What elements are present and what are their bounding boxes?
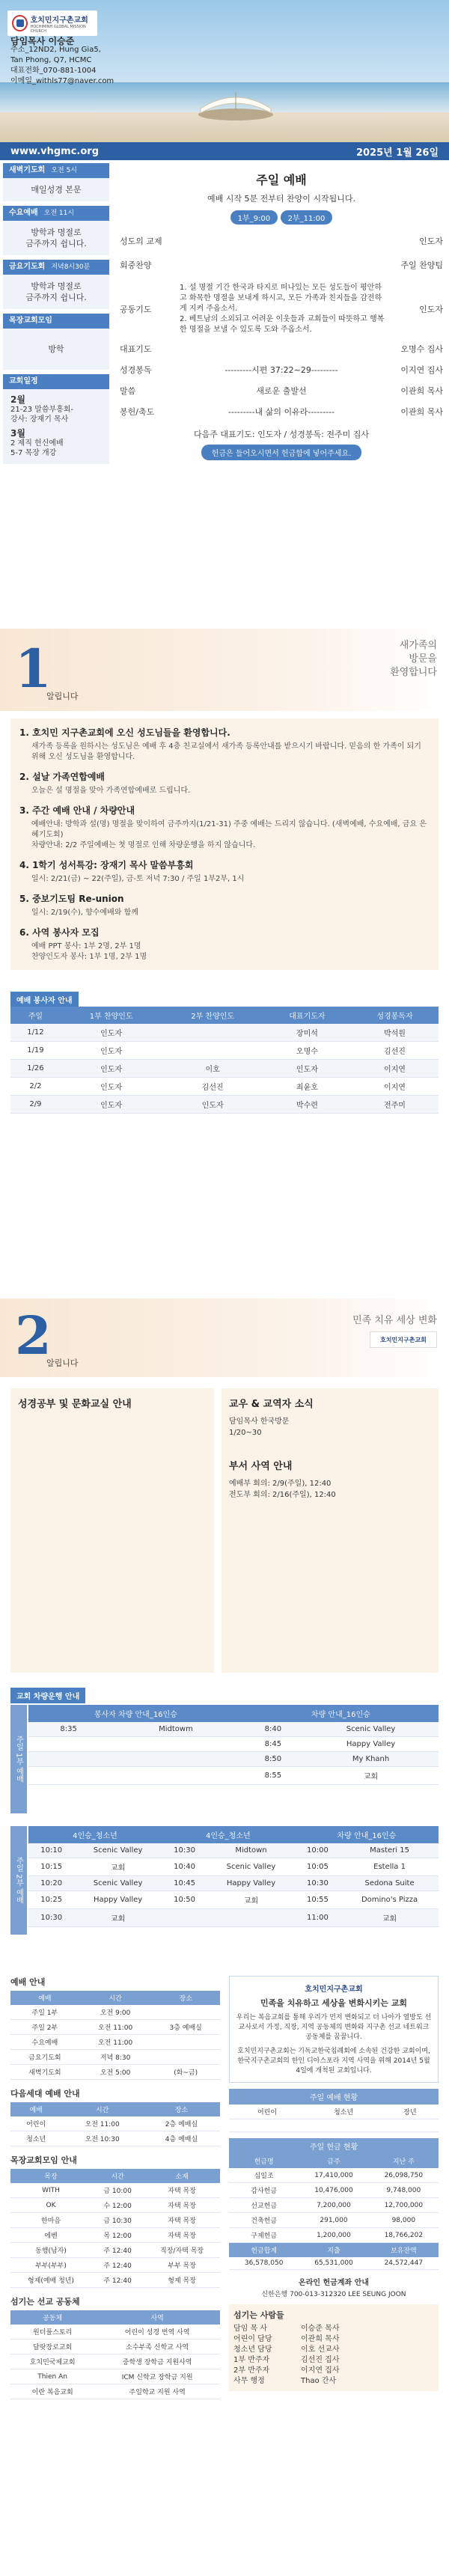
table-row: WITH 금 10:00 자택 목장 (10, 2183, 220, 2198)
announce-item: 6. 사역 봉사자 모집 예배 PPT 봉사: 1부 2명, 2부 1명 찬양인도자 봉사: 1부 1명, 2부 1명 (19, 927, 147, 961)
table-row (229, 2119, 439, 2132)
service-rows (114, 225, 449, 422)
bible-image (195, 71, 277, 123)
volunteer-title: 예배 봉사자 안내 (10, 992, 79, 1007)
bulletin-date: 2025년 1월 26일 (355, 147, 439, 159)
table-row: 2/2 인도자 김선진 최윤호 이지연 (10, 1078, 439, 1096)
news-body: 담임목사 한국방문 1/20~30 (229, 1417, 290, 1437)
service-title: 주일 예배 (256, 173, 307, 187)
footer-left (10, 1976, 220, 2399)
table-row: 10:25 Happy Valley 10:50 교회 10:55 Domino's Pizza (28, 1891, 439, 1909)
table-row: 8:50 My Khanh (28, 1752, 439, 1767)
table-row: 10:10 Scenic Valley 10:30 Midtown 10:00 Masteri 15 (28, 1843, 439, 1858)
table-row: 8:55 교회 (28, 1767, 439, 1785)
sidebar-title: 수요예배 오전 11시 (3, 206, 109, 221)
section2-tagline: 민족 치유 세상 변화 (352, 1315, 437, 1326)
table-row: 10:20 Scenic Valley 10:45 Happy Valley 10:30 Sedona Suite (28, 1876, 439, 1891)
bus-table-2 (28, 1826, 439, 1927)
staff-row: 담임 목 사 이승준 목사 (233, 2325, 340, 2333)
section1-number: 1 (15, 638, 52, 700)
table-row: 2/9 인도자 인도자 박수련 전주미 (10, 1096, 439, 1114)
table-row: 8:35 Midtowm 8:40 Scenic Valley (28, 1722, 439, 1737)
cell-title: 목장교회모임 안내 (10, 2155, 77, 2165)
table-row: 청소년 오전 10:30 4층 예배실 (10, 2131, 220, 2146)
intro-text: 우리는 복음교회를 통해 우리가 먼저 변화되고 더 나아가 열방도 선교사로서 가정, 직장, 지역 공동체의 변화와 지구촌 선교 네트워크 공동체를 꿈꿉니다. (236, 2014, 432, 2041)
table-row: 달랏장로교회 소수부족 신학교 사역 (10, 2340, 220, 2354)
volunteer-head-row: 주일 1부 찬양인도 2부 찬양인도 대표기도자 성경봉독자 (10, 1007, 439, 1024)
bus-title: 교회 차량운행 안내 (10, 1688, 85, 1703)
table-row: 주일 1부 오전 9:00 (10, 2005, 220, 2020)
staff-row: 2부 반주자 이지연 집사 (233, 2366, 340, 2375)
section2-header (0, 1298, 449, 1377)
church-logo[interactable] (7, 10, 97, 36)
volunteer-title-wrap (10, 992, 79, 1007)
table-row: 주일 2부 오전 11:00 3층 예배실 (10, 2020, 220, 2035)
intro-text-2: 호치민지구촌교회는 기독교한국침례회에 소속된 건강한 교회이며, 한국지구촌교회의 한인 디아스포라 지역 사역을 위해 2014년 5월 4일에 개척된 교회입니다. (237, 2048, 430, 2075)
staff-title: 섬기는 사람들 (233, 2310, 284, 2320)
table-row: 어린이 청소년 장년 (229, 2105, 439, 2119)
attendance-table (229, 2105, 439, 2132)
table-row: 10:30 교회 11:00 교회 (28, 1909, 439, 1927)
sidebar-body: 방학 (3, 329, 109, 370)
table-row: 8:45 Happy Valley (28, 1737, 439, 1752)
website-link[interactable]: www.vhgmc.org (10, 145, 100, 157)
attendance-title: 주일 예배 현황 (229, 2089, 439, 2105)
announce-item: 4. 1학기 성서특강: 장재기 목사 말씀부흥회 일시: 2/21(금) ~ 22(주일), 금-토 저녁 7:30 / 주일 1부2부, 1시 (19, 860, 245, 883)
offering-notice: 헌금은 들어오시면서 헌금함에 넣어주세요. (201, 445, 362, 460)
table-row: 1/19 인도자 오명수 김선진 (10, 1042, 439, 1060)
bus-head-row: 봉사자 차량 안내_16인승 차량 안내_16인승 (28, 1705, 439, 1722)
staff-row: 1부 반주자 김선진 집사 (233, 2356, 340, 2364)
finance-sum-row: 36,578,050 65,531,000 24,572,447 (229, 2257, 439, 2270)
email-line: 이메일_withls77@naver.com (10, 77, 114, 85)
footer-right (229, 1976, 439, 2391)
address-line: 주소_12ND2, Hung Gia5, (10, 46, 101, 54)
cell-table (10, 2169, 220, 2288)
phone-line: 대표전화_070-881-1004 (10, 67, 97, 75)
offering-notice-wrap (114, 445, 449, 460)
date-bar (0, 142, 449, 160)
section2-logo: 호치민지구촌교회 (370, 1331, 437, 1348)
service-row: 대표기도 오명수 집사 (120, 344, 443, 354)
finance-sum-head: 헌금합계 지출 보유잔액 (229, 2243, 439, 2258)
table-row: 1/12 인도자 장미석 박석원 (10, 1024, 439, 1042)
service-time-pill: 1부_9:00 (230, 210, 278, 225)
table-row: 어린이 오전 11:00 2층 예배실 (10, 2116, 220, 2131)
sidebar-title: 새벽기도회 오전 5시 (3, 163, 109, 178)
bus-table-1 (28, 1705, 439, 1785)
announce-item: 3. 주간 예배 안내 / 차량안내 예배안내: 방학과 설(명) 명절을 맞이하여 금주까지(1/21-31) 주중 예배는 드리지 않습니다. (새벽예배, 수요예배, 금요 은혜기도회) 차량안내: 2/2 주일예배는 첫 명절로 인해 차량운행을 하지 않습니다. (19, 805, 427, 849)
table-row: Thien An ICM 신학교 장학금 지원 (10, 2369, 220, 2384)
finance-table (229, 2154, 439, 2270)
section1-label: 알립니다 (46, 692, 79, 701)
table-row: 동행(남자) 주 12:40 직장/자택 목장 (10, 2243, 220, 2258)
sidebar-body: 방학과 명절로 금주까지 쉽니다. (3, 275, 109, 309)
staff-row: 어린이 담당 이관희 목사 (233, 2335, 340, 2343)
service-times (114, 210, 449, 225)
table-row: 형제(예배 청년) 주 12:40 형제 목장 (10, 2273, 220, 2288)
sidebar-body: 매일성경 본문 (3, 178, 109, 201)
service-row: 성도의 교제 인도자 (120, 236, 443, 246)
table-row: 수요예배 오전 11:00 (10, 2035, 220, 2050)
sidebar-title: 교회일정 (3, 374, 109, 389)
church-intro-box (229, 1976, 439, 2083)
service-row: 성경봉독 ---------시편 37:22~29--------- 이지연 집사 (120, 365, 443, 375)
study-box (10, 1388, 214, 1673)
announce-item: 5. 중보기도팀 Re-union 일시: 2/19(수), 향수예배와 함께 (19, 894, 138, 917)
volunteer-table (10, 1007, 439, 1114)
news-title: 교우 & 교역자 소식 (229, 1399, 314, 1410)
intro-title: 민족을 치유하고 세상을 변화시키는 교회 (260, 1998, 407, 2008)
logo-sub: HOCHIMINH GLOBAL MISSION CHURCH (30, 24, 86, 34)
table-row: 선교헌금 7,200,000 12,700,000 (229, 2198, 439, 2213)
table-row: OK 수 12:00 자택 목장 (10, 2198, 220, 2213)
bank-account: 신한은행 700-013-312320 LEE SEUNG JOON (261, 2291, 406, 2298)
news-box (222, 1388, 439, 1673)
table-row: 구제헌금 1,200,000 18,766,202 (229, 2228, 439, 2243)
announcements (10, 718, 439, 970)
service-notice: 예배 시작 5분 전부터 찬양이 시작됩니다. (207, 194, 355, 204)
bank-title: 온라인 헌금계좌 안내 (299, 2279, 369, 2287)
finance-title: 주일 헌금 현황 (229, 2138, 439, 2154)
service-row: 공동기도 1. 설 명절 기간 한국과 타지로 떠나있는 모든 성도들이 평안하고 화목한 명절을 보내게 하시고, 모든 가족과 친지들을 감전하게 지켜 주옵소서. 2. 베트남의 소외되고 어려운 이웃들과 교회들이 따뜻하고 행복한 명절을 보낼 수 있도록 도와 주옵소서. 인도자 (120, 284, 443, 334)
section1-welcome: 새가족의 방문을 환영합니다 (390, 640, 437, 678)
next-gen-head: 예배 시간 장소 (10, 2102, 220, 2116)
bus-sub-1: 주일 1부 예배 (10, 1705, 27, 1813)
section1-header (0, 629, 449, 711)
finance-head: 헌금명 금주 지난 주 (229, 2154, 439, 2168)
staff-box (229, 2304, 439, 2391)
dept-title: 부서 사역 안내 (229, 1461, 293, 1472)
cell-head: 목장 시간 소재 (10, 2169, 220, 2183)
next-week-notice: 다음주 대표기도: 인도자 / 성경봉독: 전주미 집사 (194, 430, 369, 439)
bus2-head-row: 4인승_청소년 4인승_청소년 차량 안내_16인승 (28, 1826, 439, 1843)
announce-item: 2. 설날 가족연합예배 오늘은 설 명절을 맞아 가족연합예배로 드립니다. (19, 772, 191, 795)
service-row: 말씀 새로운 출발선 이관희 목사 (120, 386, 443, 396)
worship-title: 예배 안내 (10, 1977, 46, 1987)
table-row: 건축헌금 291,000 98,000 (229, 2213, 439, 2228)
study-title: 성경공부 및 문화교실 안내 (18, 1399, 132, 1410)
table-row: 호치민국제교회 중학생 장학금 지원사역 (10, 2354, 220, 2369)
sidebar-body: 2월 21-23 말씀부흥회- 강사: 장재기 목사 3월 2 제직 헌신예배 5-7 목장 개강 (3, 389, 109, 464)
table-row: 10:15 교회 10:40 Scenic Valley 10:05 Estella 1 (28, 1858, 439, 1876)
service-time-pill: 2부_11:00 (281, 210, 333, 225)
table-row: 부부(부부) 주 12:40 부부 목장 (10, 2258, 220, 2273)
next-gen-title: 다음세대 예배 안내 (10, 2089, 80, 2099)
table-row: 원더풀스토리 어린이 성경 번역 사역 (10, 2325, 220, 2340)
sidebar-title: 금요기도회 저녁8시30분 (3, 260, 109, 275)
service-row: 봉헌/축도 ---------내 삶의 이유라--------- 이관희 목사 (120, 407, 443, 417)
table-row: 1/26 인도자 이호 인도자 이지연 (10, 1060, 439, 1078)
intro-logo: 호치민지구촌교회 (305, 1986, 363, 1994)
staff-row: 사무 행정 Thao 간사 (233, 2377, 337, 2385)
next-gen-table (10, 2102, 220, 2146)
dept-body: 예배부 회의: 2/9(주일), 12:40 전도부 회의: 2/16(주일), 12:40 (229, 1480, 336, 1499)
address-line: Tan Phong, Q7, HCMC (10, 56, 92, 64)
service-row: 회중찬양 주일 찬양팀 (120, 260, 443, 270)
sidebar (0, 160, 112, 587)
logo-name: 호치민지구촌교회 (30, 16, 88, 25)
church-logo-icon (12, 15, 28, 31)
worship-table (10, 1991, 220, 2080)
table-row: 십일조 17,410,000 26,098,750 (229, 2168, 439, 2183)
church-address (10, 45, 114, 87)
announce-item: 1. 호치민 지구촌교회에 오신 성도님들을 환영합니다. 새가족 등록을 원하시는 성도님은 예배 후 4층 친교실에서 새가족 등록안내를 받으시기 바랍니다. 믿음의 한 가족이 되기 위해 오신 성도님을 환영합니다. (19, 727, 421, 761)
sidebar-body: 방학과 명절로 금주까지 쉽니다. (3, 221, 109, 255)
table-row: 에벤 목 12:00 자택 목장 (10, 2228, 220, 2243)
mission-head: 공동체 사역 (10, 2310, 220, 2325)
mission-table (10, 2310, 220, 2399)
table-row: 감사헌금 10,476,000 9,748,000 (229, 2183, 439, 2198)
bus-sub-2: 주일 2부 예배 (10, 1826, 27, 1935)
service-order (114, 160, 449, 587)
table-row: 새벽기도회 오전 5:00 (화~금) (10, 2065, 220, 2080)
table-row: 한마음 금 10:30 자택 목장 (10, 2213, 220, 2228)
section2-number: 2 (15, 1304, 52, 1367)
bus-title-wrap (10, 1688, 85, 1703)
staff-row: 청소년 담당 이호 선교사 (233, 2345, 340, 2354)
table-row: 이란 복음교회 주일학교 지원 사역 (10, 2384, 220, 2399)
sidebar-title: 목장교회모임 (3, 314, 109, 329)
pastor-name: 담임목사 이승준 (10, 36, 75, 46)
table-row: 금요기도회 저녁 8:30 (10, 2050, 220, 2065)
mission-title: 섬기는 선교 공동체 (10, 2297, 80, 2307)
worship-head: 예배 시간 장소 (10, 1991, 220, 2005)
section2-label: 알립니다 (46, 1358, 79, 1368)
